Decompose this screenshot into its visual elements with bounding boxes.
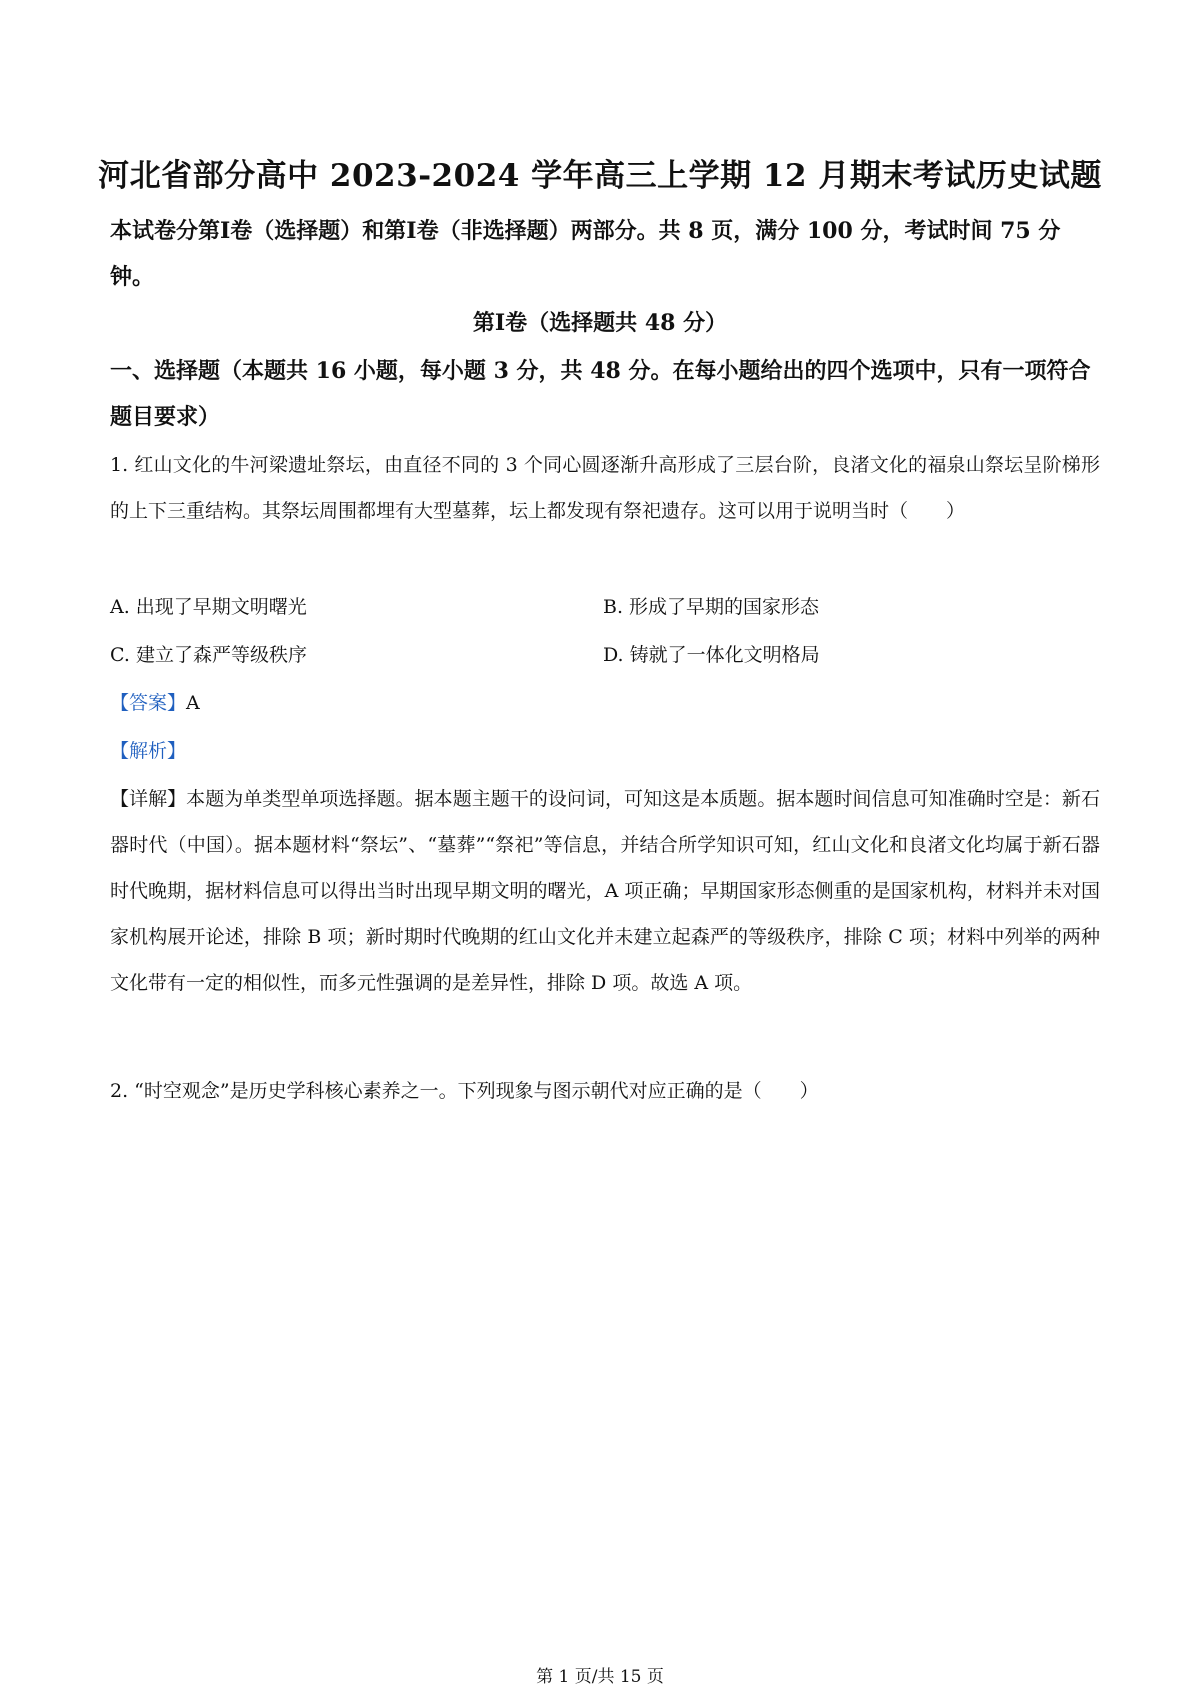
question-1-option-d: D. 铸就了一体化文明格局: [603, 644, 820, 666]
question-1-option-a: A. 出现了早期文明曙光: [110, 596, 307, 618]
exam-intro: 本试卷分第Ⅰ卷（选择题）和第Ⅰ卷（非选择题）两部分。共 8 页，满分 100 分，考试时间 75 分钟。: [110, 218, 1061, 290]
section-title: 第Ⅰ卷（选择题共 48 分）: [472, 310, 728, 336]
question-2-stem: 2. “时空观念”是历史学科核心素养之一。下列现象与图示朝代对应正确的是（ ）: [110, 1080, 819, 1102]
answer-label: 【答案】: [110, 692, 187, 714]
detail-label: 【详解】: [110, 788, 187, 810]
question-1-detail: [110, 776, 1100, 1006]
analysis-label: 【解析】: [110, 740, 187, 762]
question-1-option-b: B. 形成了早期的国家形态: [603, 596, 820, 618]
question-1-option-c: C. 建立了森严等级秩序: [110, 644, 307, 666]
answer-value: A: [186, 692, 200, 714]
question-1-stem: 1. 红山文化的牛河梁遗址祭坛，由直径不同的 3 个同心圆逐渐升高形成了三层台阶，良渚文化的福泉山祭坛呈阶梯形的上下三重结构。其祭坛周围都埋有大型墓葬，坛上都发现有祭祀遗存。这可以用于说明当时（ ）: [110, 454, 1100, 522]
question-1-analysis: [110, 736, 186, 763]
part-title: 一、选择题（本题共 16 小题，每小题 3 分，共 48 分。在每小题给出的四个选项中，只有一项符合题目要求）: [110, 358, 1091, 430]
question-1-answer: [110, 688, 200, 715]
document-title: 河北省部分高中 2023-2024 学年高三上学期 12 月期末考试历史试题: [98, 158, 1102, 194]
detail-text: 本题为单类型单项选择题。据本题主题干的设问词，可知这是本质题。据本题时间信息可知准确时空是：新石器时代（中国）。据本题材料“祭坛”、“墓葬”“祭祀”等信息，并结合所学知识可知，红山文化和良渚文化均属于新石器时代晚期，据材料信息可以得出当时出现早期文明的曙光，A 项正确；早期国家形态侧重的是国家机构，材料并未对国家机构展开论述，排除 B 项；新时期时代晚期的红山文化并未建立起森严的等级秩序，排除 C 项；材料中列举的两种文化带有一定的相似性，而多元性强调的是差异性，排除 D 项。故选 A 项。: [110, 788, 1100, 994]
page-footer: 第 1 页/共 15 页: [536, 1667, 664, 1687]
